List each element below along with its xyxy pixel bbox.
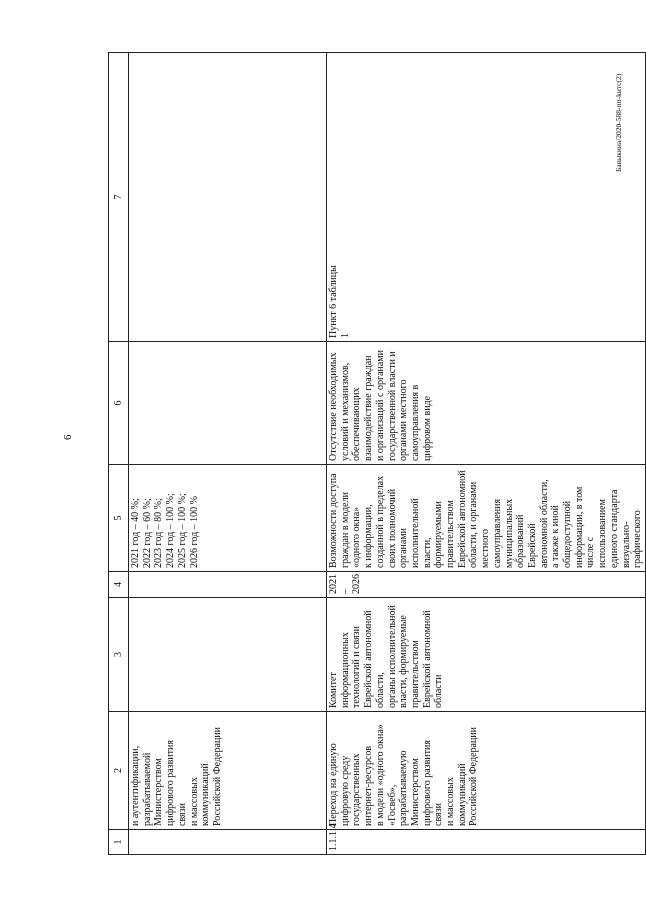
column-header: 1: [109, 830, 129, 855]
cell-term: [129, 572, 327, 598]
cell-executor: Комитет информационных технологий и связи Еврейской автономной области, органы исполнительной власти, формируемые правительством Еврейской автономной области: [327, 598, 646, 712]
cell-executor: [129, 598, 327, 712]
cell-number: [129, 830, 327, 855]
cell-risk: Отсутствие необходимых условий и механизмов, обеспечивающих взаимодействие граждан и организаций с органами государственной власти и органами местного самоуправления в цифровом виде: [327, 342, 646, 465]
cell-number: 1.1.1.4: [327, 830, 646, 855]
cell-result: Возможности доступа граждан в модели «одного окна» к информации, созданной в пределах своих полномочий органами исполнительной власти, формируемыми правительством Еврейской автономной области, и органами местного самоуправления муниципальных образований Еврейской автономной области, а также к иной общедоступной информации, в том числе с использованием единого стандарта визуально-графического: [327, 465, 646, 572]
cell-link: Пункт 6 таблицы 1: [327, 53, 646, 342]
document-code: Бавыкина/2020-588-пп-kитс(2): [614, 73, 623, 172]
cell-term: 2021 – 2026: [327, 572, 646, 598]
cell-name: Переход на единую цифровую среду государственных интернет-ресурсов в модели «одного окна» «Госвеб», разрабатываемую Министерством цифрового развития связи и массовых коммуникаций Российской Федерации: [327, 712, 646, 830]
column-header: 5: [109, 465, 129, 572]
cell-result: 2021 год – 40 %; 2022 год – 60 %; 2023 год – 80 %; 2024 год – 100 %; 2025 год – 100 %; 2026 год – 100 %: [129, 465, 327, 572]
cell-link: [129, 53, 327, 342]
cell-name: и аутентификации, разрабатываемой Министерством цифрового развития связи и массовых коммуникаций Российской Федерации: [129, 712, 327, 830]
table-row: [129, 53, 327, 855]
column-header: 2: [109, 712, 129, 830]
table-row: [327, 53, 646, 855]
cell-risk: [129, 342, 327, 465]
column-header: 3: [109, 598, 129, 712]
page-number: 6: [62, 434, 74, 440]
column-header: 4: [109, 572, 129, 598]
column-header: 6: [109, 342, 129, 465]
column-header: 7: [109, 53, 129, 342]
table-header-row: [109, 53, 129, 855]
program-table: [108, 52, 646, 855]
